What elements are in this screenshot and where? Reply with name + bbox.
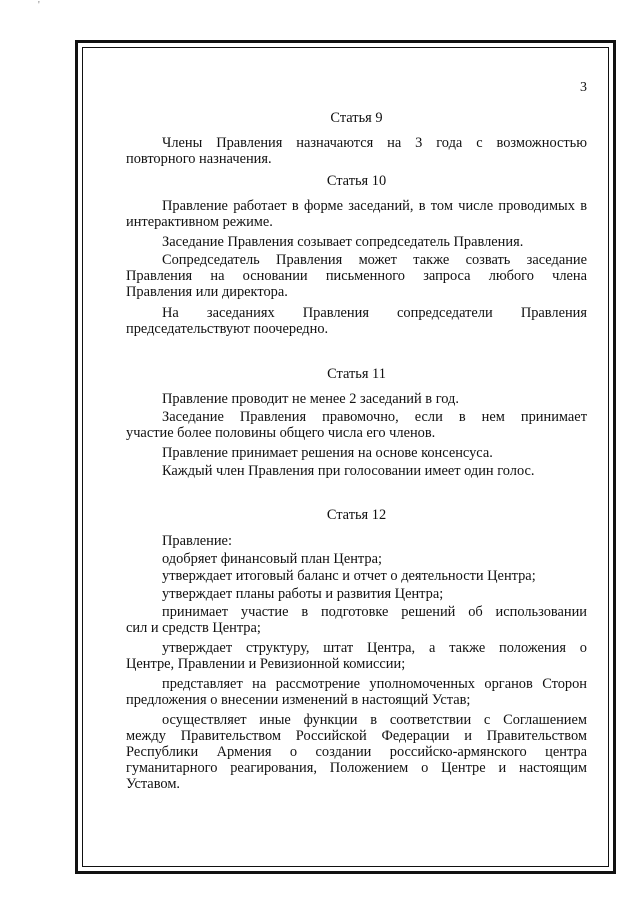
article-heading: Статья 10	[326, 173, 387, 189]
text-line: интерактивном режиме.	[126, 214, 273, 230]
article-paragraph	[126, 568, 587, 584]
text-line: Уставом.	[126, 776, 181, 792]
article-paragraph	[126, 533, 587, 549]
article-paragraph	[126, 640, 587, 672]
text-line: Заседание Правления правомочно, если в нем принимает	[162, 409, 587, 425]
text-line: Правление принимает решения на основе консенсуса.	[162, 445, 493, 461]
text-line: представляет на рассмотрение уполномоченных органов Сторон	[162, 676, 587, 692]
text-line: председательствуют поочередно.	[126, 321, 329, 337]
text-line: осуществляет иные функции в соответствии с Соглашением	[162, 712, 587, 728]
text-line: Правления на основании письменного запроса любого члена	[126, 268, 587, 284]
text-line: Республики Армения о создании российско-армянского центра	[126, 744, 587, 760]
text-line: Каждый член Правления при голосовании имеет один голос.	[162, 463, 535, 479]
article-paragraph	[126, 551, 587, 567]
article-paragraph	[126, 712, 587, 792]
text-line: участие более половины общего числа его членов.	[126, 425, 436, 441]
article-heading: Статья 9	[330, 110, 383, 126]
text-line: утверждает планы работы и развития Центра;	[162, 586, 444, 602]
article-paragraph	[126, 463, 587, 479]
text-line: утверждает структуру, штат Центра, а также положения о	[162, 640, 587, 656]
article-paragraph	[126, 409, 587, 441]
page-number: 3	[580, 80, 587, 95]
article-paragraph	[126, 252, 587, 300]
text-line: одобряет финансовый план Центра;	[162, 551, 382, 567]
article-paragraph	[126, 198, 587, 230]
article-heading: Статья 12	[326, 507, 387, 523]
article-paragraph	[126, 234, 587, 250]
article-paragraph	[126, 391, 587, 407]
text-line: утверждает итоговый баланс и отчет о деятельности Центра;	[162, 568, 536, 584]
text-line: предложения о внесении изменений в настоящий Устав;	[126, 692, 471, 708]
text-line: гуманитарного реагирования, Положением о Центре и настоящим	[126, 760, 587, 776]
article-paragraph	[126, 305, 587, 337]
text-line: Сопредседатель Правления может также созвать заседание	[162, 252, 587, 268]
text-line: Центре, Правлении и Ревизионной комиссии;	[126, 656, 406, 672]
article-paragraph	[126, 604, 587, 636]
text-line: сил и средств Центра;	[126, 620, 261, 636]
text-line: Правление:	[162, 533, 232, 549]
text-line: Правление проводит не менее 2 заседаний в год.	[162, 391, 459, 407]
scan-corner-mark: '	[38, 0, 40, 11]
text-line: Правление работает в форме заседаний, в том числе проводимых в	[162, 198, 587, 214]
article-paragraph	[126, 676, 587, 708]
text-line: между Правительством Российской Федерации и Правительством	[126, 728, 587, 744]
article-paragraph	[126, 445, 587, 461]
text-line: повторного назначения.	[126, 151, 272, 167]
text-line: принимает участие в подготовке решений об использовании	[162, 604, 587, 620]
text-line: Заседание Правления созывает сопредседатель Правления.	[162, 234, 524, 250]
article-heading: Статья 11	[327, 366, 386, 382]
text-line: На заседаниях Правления сопредседатели Правления	[162, 305, 587, 321]
article-paragraph	[126, 135, 587, 167]
text-line: Правления или директора.	[126, 284, 288, 300]
text-line: Члены Правления назначаются на 3 года с возможностью	[162, 135, 587, 151]
article-paragraph	[126, 586, 587, 602]
